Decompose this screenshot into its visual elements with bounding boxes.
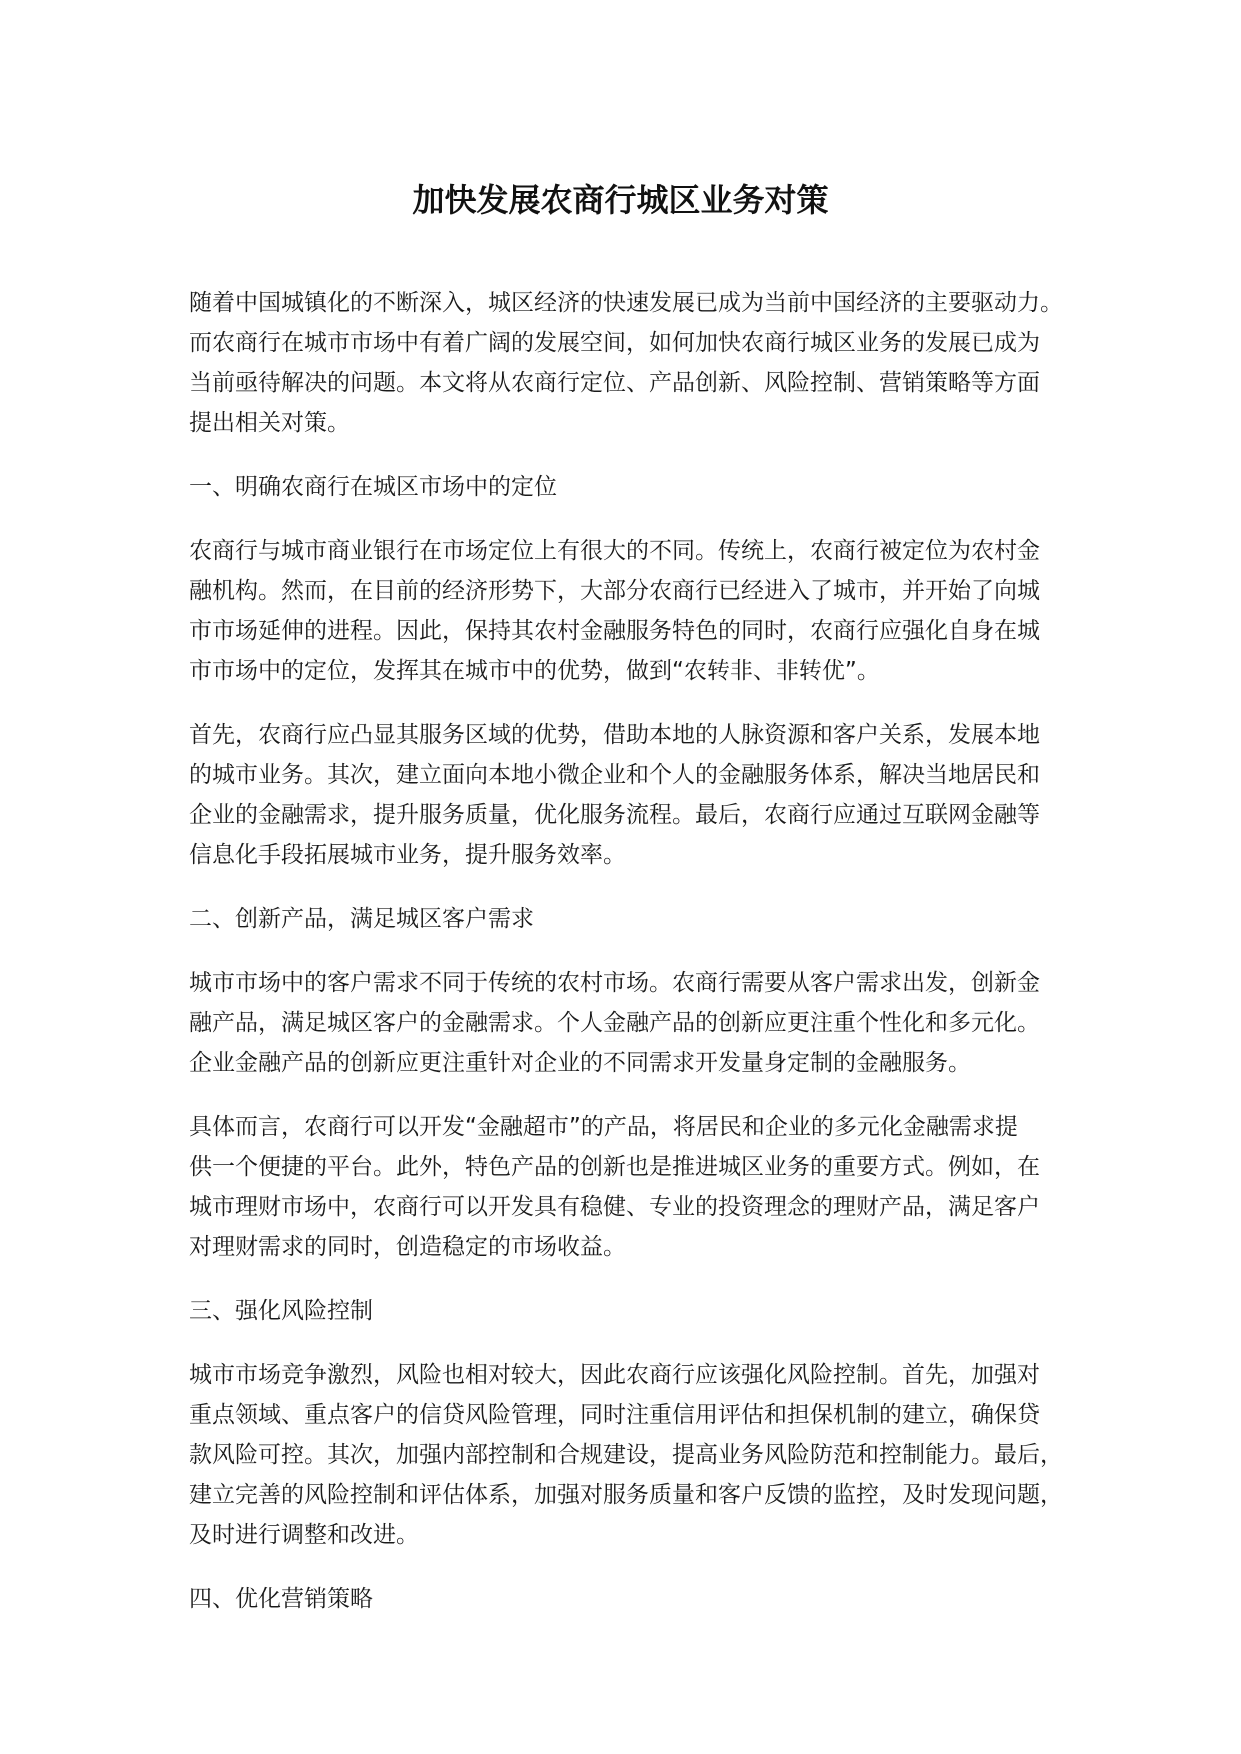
text-line: 的城市业务。其次，建立面向本地小微企业和个人的金融服务体系，解决当地居民和 — [189, 762, 1040, 788]
text-line: 具体而言，农商行可以开发“金融超市”的产品，将居民和企业的多元化金融需求提 — [189, 1114, 1018, 1140]
section-heading-2: 二、创新产品，满足城区客户需求 — [189, 906, 534, 932]
paragraph-intro — [189, 283, 1089, 443]
text-line: 融产品，满足城区客户的金融需求。个人金融产品的创新应更注重个性化和多元化。 — [189, 1010, 1040, 1036]
text-line: 款风险可控。其次，加强内部控制和合规建设，提高业务风险防范和控制能力。最后， — [189, 1442, 1063, 1468]
text-line: 企业的金融需求，提升服务质量，优化服务流程。最后，农商行应通过互联网金融等 — [189, 802, 1040, 828]
paragraph — [189, 531, 1089, 691]
text-line: 随着中国城镇化的不断深入，城区经济的快速发展已成为当前中国经济的主要驱动力。 — [189, 290, 1063, 316]
text-line: 重点领域、重点客户的信贷风险管理，同时注重信用评估和担保机制的建立，确保贷 — [189, 1402, 1040, 1428]
text-line: 市市场延伸的进程。因此，保持其农村金融服务特色的同时，农商行应强化自身在城 — [189, 618, 1040, 644]
section-heading-3: 三、强化风险控制 — [189, 1298, 373, 1324]
document-body — [189, 283, 1089, 1643]
text-line: 而农商行在城市市场中有着广阔的发展空间，如何加快农商行城区业务的发展已成为 — [189, 330, 1040, 356]
paragraph — [189, 963, 1089, 1083]
paragraph — [189, 1355, 1089, 1555]
text-line: 及时进行调整和改进。 — [189, 1522, 419, 1548]
text-line: 企业金融产品的创新应更注重针对企业的不同需求开发量身定制的金融服务。 — [189, 1050, 971, 1076]
text-line: 城市市场中的客户需求不同于传统的农村市场。农商行需要从客户需求出发，创新金 — [189, 970, 1040, 996]
text-line: 建立完善的风险控制和评估体系，加强对服务质量和客户反馈的监控，及时发现问题， — [189, 1482, 1063, 1508]
text-line: 提出相关对策。 — [189, 410, 350, 436]
text-line: 信息化手段拓展城市业务，提升服务效率。 — [189, 842, 626, 868]
page-title: 加快发展农商行城区业务对策 — [412, 181, 829, 219]
text-line: 城市理财市场中，农商行可以开发具有稳健、专业的投资理念的理财产品，满足客户 — [189, 1194, 1040, 1220]
section-heading-1: 一、明确农商行在城区市场中的定位 — [189, 474, 557, 500]
text-line: 市市场中的定位，发挥其在城市中的优势，做到“农转非、非转优”。 — [189, 658, 880, 684]
paragraph — [189, 1107, 1089, 1267]
text-line: 对理财需求的同时，创造稳定的市场收益。 — [189, 1234, 626, 1260]
section-heading-4: 四、优化营销策略 — [189, 1586, 373, 1612]
text-line: 融机构。然而，在目前的经济形势下，大部分农商行已经进入了城市，并开始了向城 — [189, 578, 1040, 604]
text-line: 当前亟待解决的问题。本文将从农商行定位、产品创新、风险控制、营销策略等方面 — [189, 370, 1040, 396]
text-line: 城市市场竞争激烈，风险也相对较大，因此农商行应该强化风险控制。首先，加强对 — [189, 1362, 1040, 1388]
text-line: 首先，农商行应凸显其服务区域的优势，借助本地的人脉资源和客户关系，发展本地 — [189, 722, 1040, 748]
text-line: 供一个便捷的平台。此外，特色产品的创新也是推进城区业务的重要方式。例如，在 — [189, 1154, 1040, 1180]
text-line: 农商行与城市商业银行在市场定位上有很大的不同。传统上，农商行被定位为农村金 — [189, 538, 1040, 564]
paragraph — [189, 715, 1089, 875]
